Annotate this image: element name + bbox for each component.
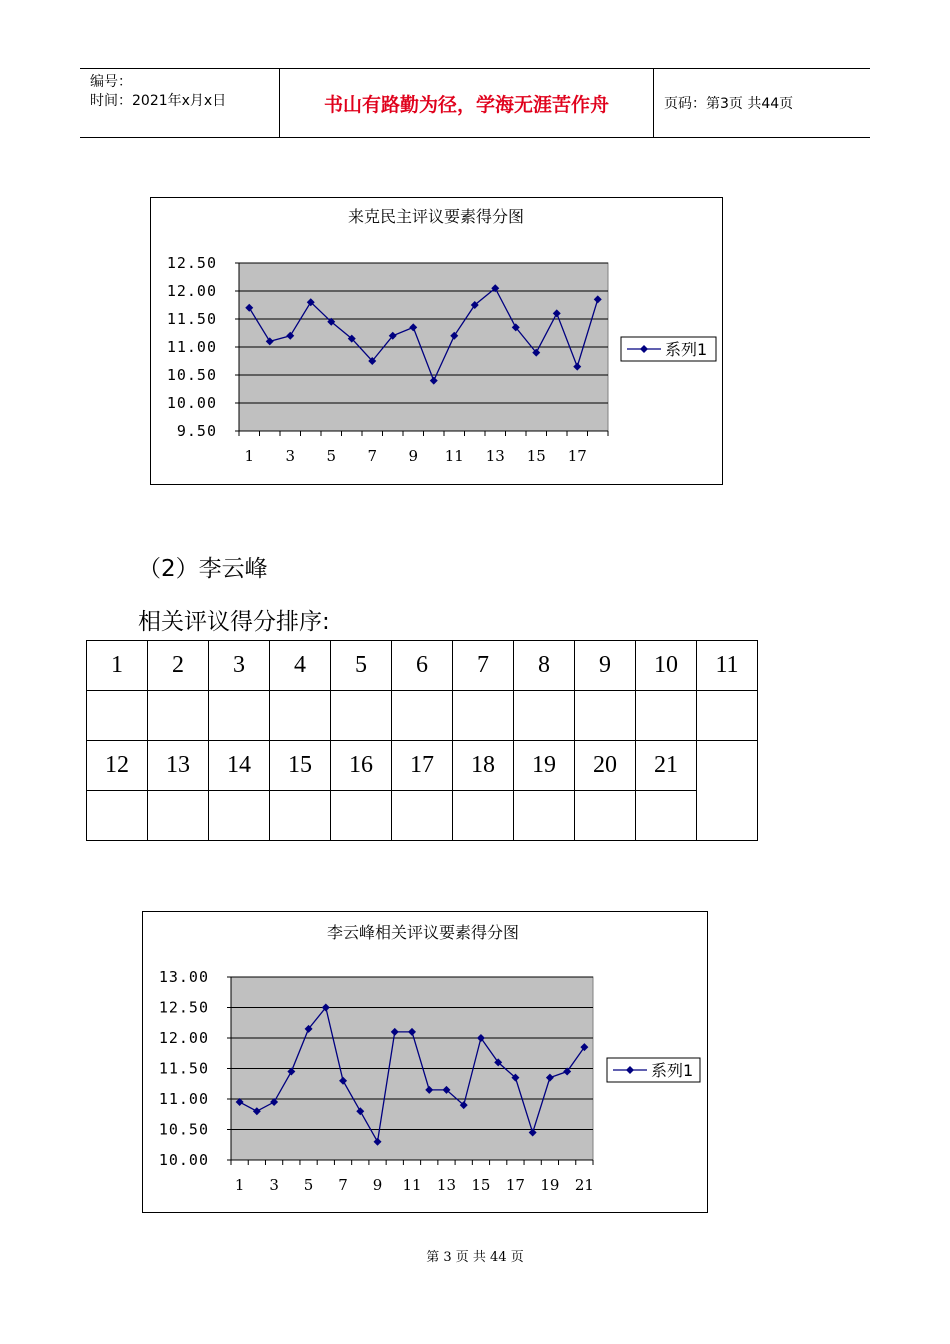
- score-cell: [331, 691, 392, 741]
- score-cell: [392, 691, 453, 741]
- y-tick-label: 11.00: [158, 1090, 209, 1108]
- chart-svg: [143, 912, 707, 1212]
- empty-merged-cell: [697, 741, 758, 841]
- rank-cell: 13: [148, 741, 209, 791]
- x-tick-label: 7: [338, 1176, 348, 1194]
- x-tick-label: 11: [402, 1176, 422, 1194]
- x-tick-label: 11: [444, 447, 464, 465]
- x-tick-label: 17: [567, 447, 587, 465]
- section-title: （2）李云峰: [138, 556, 268, 582]
- chart-lai-keming: [150, 197, 723, 485]
- y-tick-label: 10.00: [166, 394, 217, 412]
- rank-cell: 21: [636, 741, 697, 791]
- rank-cell: 14: [209, 741, 270, 791]
- y-tick-label: 10.00: [158, 1151, 209, 1169]
- x-tick-label: 9: [408, 447, 419, 465]
- table-row: [87, 791, 758, 841]
- y-tick-label: 11.50: [166, 310, 217, 328]
- chart-title: 来克民主评议要素得分图: [347, 207, 525, 226]
- rank-cell: 12: [87, 741, 148, 791]
- score-cell: [270, 791, 331, 841]
- score-cell: [453, 691, 514, 741]
- x-tick-label: 19: [540, 1176, 560, 1194]
- chart-svg: [151, 198, 722, 484]
- x-tick-label: 1: [244, 447, 255, 465]
- score-cell: [697, 691, 758, 741]
- x-tick-label: 3: [269, 1176, 279, 1194]
- score-cell: [209, 691, 270, 741]
- rank-cell: 8: [514, 641, 575, 691]
- time-label: 时间：2021年x月x日: [90, 93, 227, 109]
- legend-label: 系列1: [665, 340, 708, 359]
- score-cell: [575, 791, 636, 841]
- motto: 书山有路勤为径，学海无涯苦作舟: [280, 69, 654, 137]
- rank-cell: 17: [392, 741, 453, 791]
- rank-cell: 19: [514, 741, 575, 791]
- rank-cell: 15: [270, 741, 331, 791]
- score-cell: [87, 791, 148, 841]
- table-row: [87, 641, 758, 691]
- x-tick-label: 7: [367, 447, 378, 465]
- rank-cell: 20: [575, 741, 636, 791]
- rank-table: [86, 640, 758, 841]
- x-tick-label: 9: [372, 1176, 383, 1194]
- y-tick-label: 13.00: [158, 968, 209, 986]
- y-tick-label: 10.50: [166, 366, 217, 384]
- y-tick-label: 12.50: [158, 998, 209, 1017]
- x-tick-label: 17: [505, 1176, 525, 1194]
- rank-cell: 16: [331, 741, 392, 791]
- rank-cell: 2: [148, 641, 209, 691]
- score-cell: [270, 691, 331, 741]
- page-header: [80, 68, 870, 138]
- score-cell: [636, 791, 697, 841]
- rank-cell: 10: [636, 641, 697, 691]
- rank-cell: 9: [575, 641, 636, 691]
- rank-cell: 7: [453, 641, 514, 691]
- x-tick-label: 15: [471, 1176, 491, 1194]
- x-tick-label: 15: [526, 447, 546, 465]
- x-tick-label: 13: [485, 447, 505, 465]
- sort-label: 相关评议得分排序:: [138, 609, 330, 635]
- x-tick-label: 3: [285, 447, 296, 465]
- y-tick-label: 9.50: [176, 422, 217, 440]
- x-tick-label: 13: [436, 1176, 457, 1194]
- rank-cell: 5: [331, 641, 392, 691]
- y-tick-label: 10.50: [158, 1120, 209, 1139]
- score-cell: [209, 791, 270, 841]
- x-tick-label: 1: [234, 1176, 245, 1194]
- x-tick-label: 5: [326, 447, 337, 465]
- chart-li-yunfeng: [142, 911, 708, 1213]
- table-row: [87, 691, 758, 741]
- score-cell: [148, 791, 209, 841]
- page-footer: 第 3 页 共 44 页: [426, 1250, 524, 1265]
- header-left: [80, 69, 280, 137]
- x-tick-label: 21: [574, 1176, 594, 1194]
- y-tick-label: 12.50: [166, 254, 217, 272]
- rank-cell: 1: [87, 641, 148, 691]
- page-info: 页码：第3页 共44页: [664, 96, 794, 112]
- score-cell: [575, 691, 636, 741]
- number-label: 编号：: [90, 74, 132, 90]
- rank-cell: 6: [392, 641, 453, 691]
- x-tick-label: 5: [303, 1176, 314, 1194]
- rank-cell: 3: [209, 641, 270, 691]
- y-tick-label: 11.50: [158, 1059, 209, 1078]
- y-tick-label: 11.00: [166, 338, 217, 356]
- table-row: [87, 741, 758, 791]
- chart-title: 李云峰相关评议要素得分图: [326, 923, 520, 942]
- score-cell: [148, 691, 209, 741]
- legend-label: 系列1: [651, 1061, 694, 1080]
- y-tick-label: 12.00: [166, 282, 217, 300]
- score-cell: [87, 691, 148, 741]
- rank-cell: 11: [697, 641, 758, 691]
- score-cell: [636, 691, 697, 741]
- score-cell: [453, 791, 514, 841]
- rank-cell: 4: [270, 641, 331, 691]
- score-cell: [514, 791, 575, 841]
- y-tick-label: 12.00: [158, 1029, 209, 1047]
- score-cell: [331, 791, 392, 841]
- rank-cell: 18: [453, 741, 514, 791]
- score-cell: [514, 691, 575, 741]
- score-cell: [392, 791, 453, 841]
